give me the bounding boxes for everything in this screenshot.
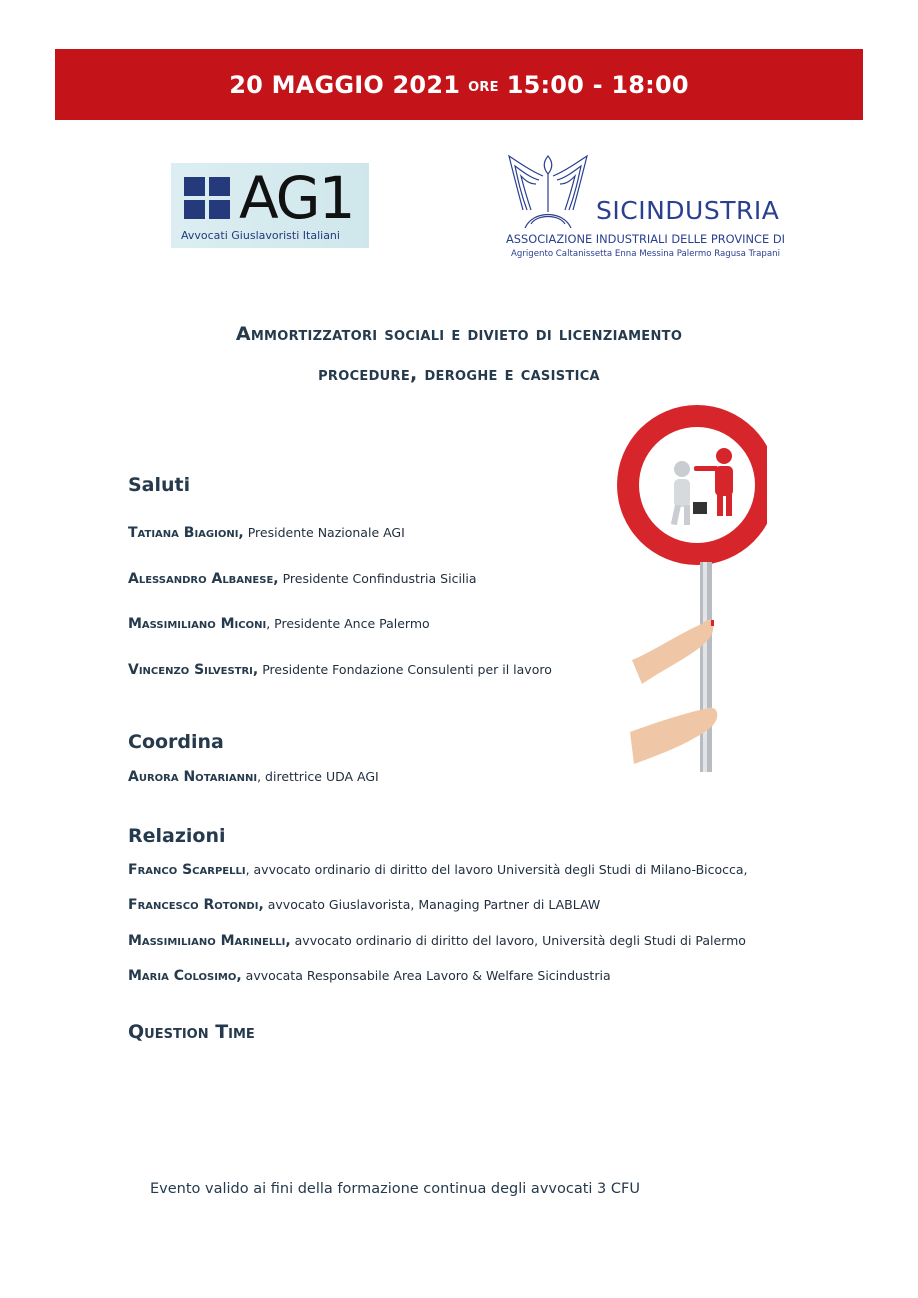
footer-note: Evento valido ai fini della formazione continua degli avvocati 3 CFU: [150, 1181, 640, 1197]
banner-date: 20 MAGGIO 2021: [229, 70, 461, 99]
person-name: Alessandro Albanese,: [128, 571, 279, 587]
person-role: avvocato ordinario di diritto del lavoro, Università degli Studi di Palermo: [290, 933, 746, 948]
person-name: Aurora Notarianni: [128, 769, 258, 785]
person-role: Presidente Fondazione Consulenti per il lavoro: [258, 662, 552, 677]
briefcase-icon: [693, 502, 707, 514]
person-name: Vincenzo Silvestri,: [128, 662, 259, 678]
relazioni-person: [128, 933, 746, 949]
relazioni-person: [128, 968, 611, 984]
person-name: Franco Scarpelli: [128, 862, 246, 878]
agi-subtitle: Avvocati Giuslavoristi Italiani: [181, 229, 340, 242]
person-name: Francesco Rotondi,: [128, 897, 264, 913]
person-name: Tatiana Biagioni,: [128, 525, 244, 541]
section-saluti: Saluti: [128, 474, 191, 496]
person-name: Massimiliano Miconi: [128, 616, 267, 632]
saluti-person: [128, 571, 477, 587]
person-role: Presidente Confindustria Sicilia: [278, 571, 477, 586]
agi-wordmark: AG1: [239, 164, 354, 232]
sicindustria-association: ASSOCIAZIONE INDUSTRIALI DELLE PROVINCE DI: [506, 232, 785, 246]
person-name: Massimiliano Marinelli,: [128, 933, 291, 949]
section-relazioni: Relazioni: [128, 825, 226, 847]
sicindustria-logo: [503, 152, 793, 262]
person-role: , direttrice UDA AGI: [257, 769, 379, 784]
event-subtitle: procedure, deroghe e casistica: [318, 363, 600, 385]
person-role: avvocata Responsabile Area Lavoro & Welfare Sicindustria: [241, 968, 611, 983]
date-banner: [55, 49, 863, 120]
saluti-person: [128, 616, 430, 632]
banner-ore: ore: [468, 73, 499, 96]
person-name: Maria Colosimo,: [128, 968, 242, 984]
banner-time: 15:00 - 18:00: [506, 70, 689, 99]
agi-grid-icon: [184, 177, 232, 221]
agi-logo: [171, 163, 369, 248]
coordina-person: [128, 769, 379, 785]
sicindustria-name: SICINDUSTRIA: [596, 196, 780, 225]
relazioni-person: [128, 897, 600, 913]
sicindustria-provinces: Agrigento Caltanissetta Enna Messina Palermo Ragusa Trapani: [511, 249, 780, 259]
person-role: Presidente Nazionale AGI: [243, 525, 405, 540]
stop-sign-illustration: [612, 402, 767, 772]
section-question-time: Question Time: [128, 1021, 255, 1043]
saluti-person: [128, 525, 405, 541]
relazioni-person: [128, 862, 748, 878]
person-role: , Presidente Ance Palermo: [266, 616, 430, 631]
saluti-person: [128, 662, 552, 678]
person-role: , avvocato ordinario di diritto del lavoro Università degli Studi di Milano-Bicocca,: [245, 862, 748, 877]
eagle-icon: [503, 152, 593, 232]
section-coordina: Coordina: [128, 731, 224, 753]
person-role: avvocato Giuslavorista, Managing Partner di LABLAW: [263, 897, 601, 912]
event-title: Ammortizzatori sociali e divieto di licenziamento: [235, 323, 683, 345]
